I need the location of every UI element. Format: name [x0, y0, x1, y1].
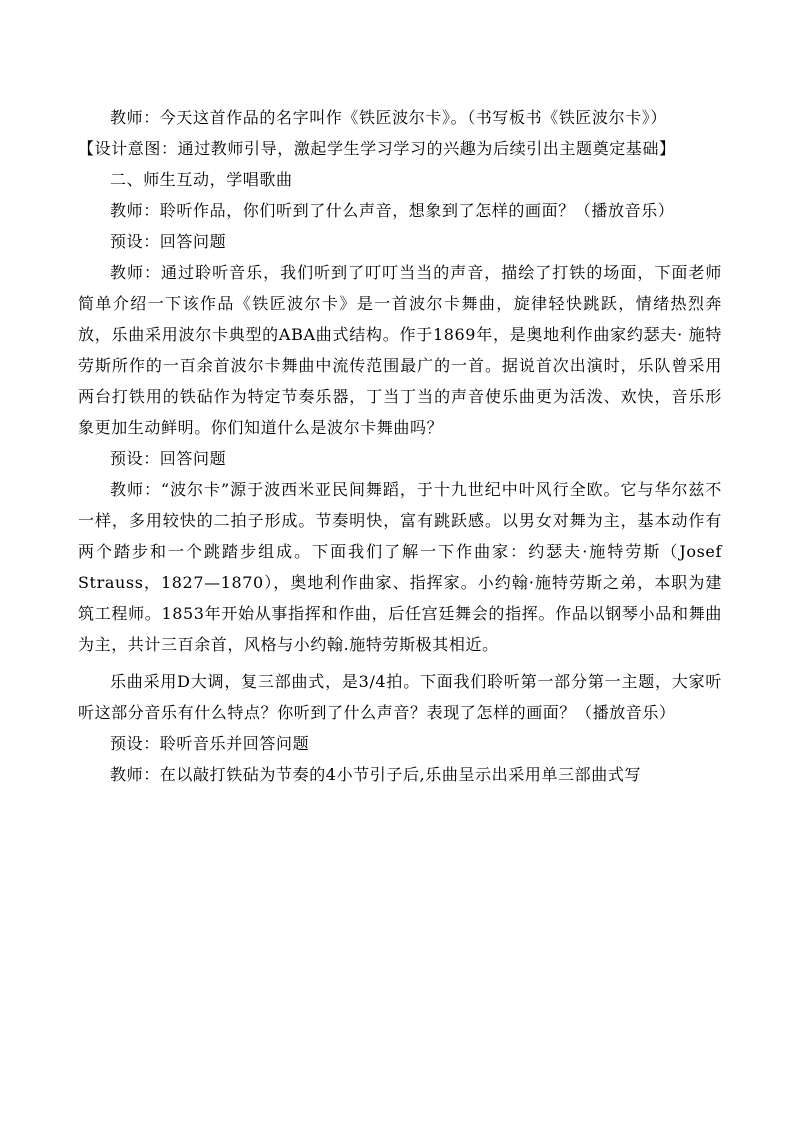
- paragraph-music-structure: 乐曲采用D大调，复三部曲式，是3/4拍。下面我们聆听第一部分第一主题，大家听听这部分音乐有什么特点？你听到了什么声音？表现了怎样的画面？（播放音乐）: [78, 672, 722, 722]
- paragraph-teacher-analysis: 教师：在以敲打铁砧为节奏的4小节引子后,乐曲呈示出采用单三部曲式写: [110, 765, 642, 784]
- paragraph-design-intent: 【设计意图：通过教师引导，激起学生学习学习的兴趣为后续引出主题奠定基础】: [78, 139, 676, 158]
- paragraph-polka-explanation: 教师：“波尔卡”源于波西米亚民间舞蹈，于十九世纪中叶风行全欧。它与华尔兹不一样，多用较快的二拍子形成。节奏明快，富有跳跃感。以男女对舞为主，基本动作有两个踏步和一个跳踏步组成。下面我们了解一下作曲家：约瑟夫·施特劳斯（Josef Strauss，1827—1870），奥地利作曲家、指挥家。小约翰·施特劳斯之弟，本职为建筑工程师。1853年开始从事指挥和作曲，后任宫廷舞会的指挥。作品以钢琴小品和舞曲为主，共计三百余首，风格与小约翰.施特劳斯极其相近。: [78, 480, 722, 654]
- paragraph-work-introduction: 教师：通过聆听音乐，我们听到了叮叮当当的声音，描绘了打铁的场面，下面老师简单介绍一下该作品《铁匠波尔卡》是一首波尔卡舞曲，旋律轻快跳跃，情绪热烈奔放，乐曲采用波尔卡典型的ABA曲式结构。作于1869年，是奥地利作曲家约瑟夫· 施特劳斯所作的一百余首波尔卡舞曲中流传范围最广的一首。据说首次出演时，乐队曾采用两台打铁用的铁砧作为特定节奏乐器，丁当丁当的声音使乐曲更为活泼、欢快，音乐形象更加生动鲜明。你们知道什么是波尔卡舞曲吗？: [78, 263, 722, 437]
- paragraph-preset: 预设：回答问题: [110, 232, 227, 251]
- paragraph-teacher-question: 教师：聆听作品，你们听到了什么声音，想象到了怎样的画面？（播放音乐）: [110, 201, 675, 220]
- paragraph-title-intro: 教师：今天这首作品的名字叫作《铁匠波尔卡》。（书写板书《铁匠波尔卡》）: [110, 108, 668, 127]
- document-body: [78, 102, 722, 790]
- paragraph-preset: 预设：回答问题: [110, 449, 227, 468]
- paragraph-preset: 预设：聆听音乐并回答问题: [110, 734, 310, 753]
- section-heading: 二、师生互动，学唱歌曲: [110, 170, 293, 189]
